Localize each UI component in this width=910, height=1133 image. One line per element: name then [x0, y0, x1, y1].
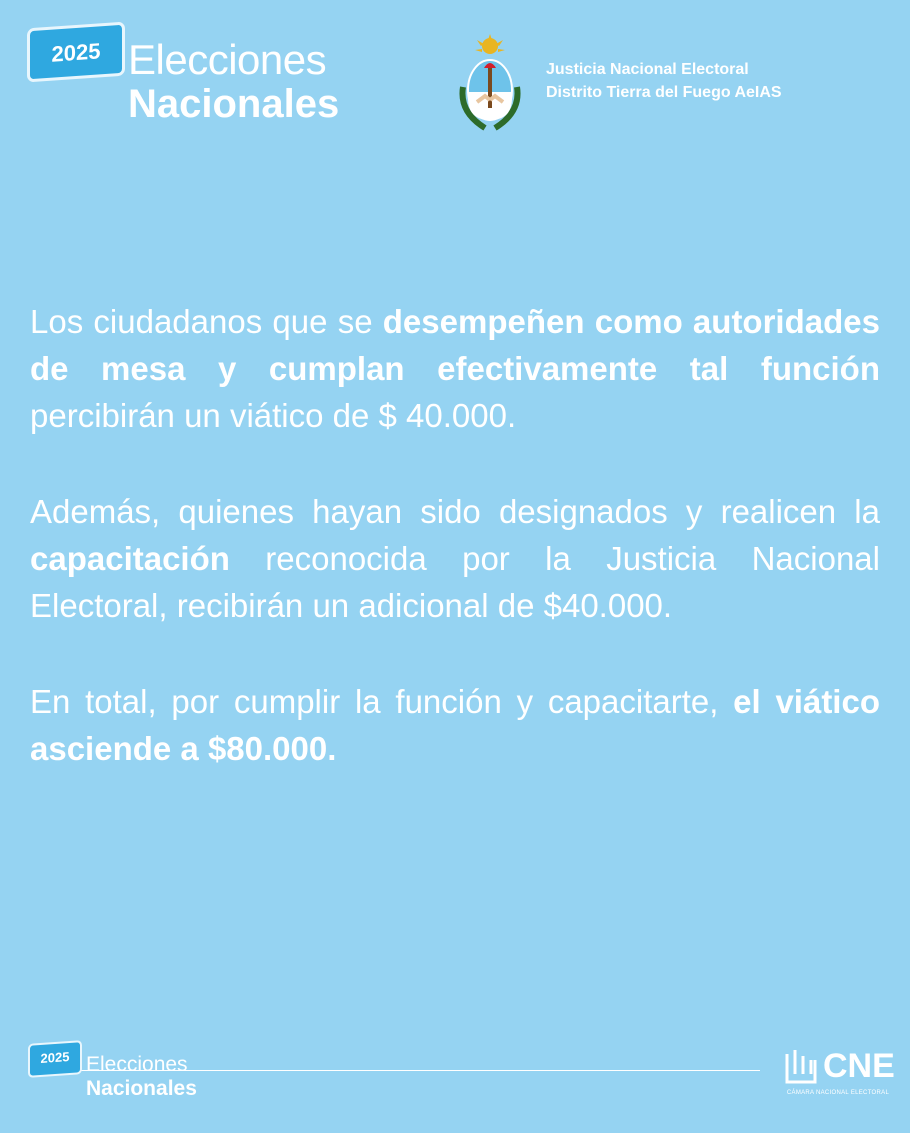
main-message — [30, 298, 880, 821]
p1-text2: percibirán un viático de $ 40.000. — [30, 397, 517, 434]
institution-name — [546, 58, 782, 104]
logo-year: 2025 — [51, 38, 101, 67]
paragraph-viatico — [30, 298, 880, 439]
footer-elecciones-logo — [30, 1040, 260, 1110]
p3-bold: el viático asciende a $80.000. — [30, 683, 880, 767]
cne-subtitle: CÁMARA NACIONAL ELECTORAL — [786, 1090, 890, 1096]
cne-logo — [783, 1044, 893, 1104]
cne-building-icon — [783, 1046, 819, 1084]
p2-text1: Además, quienes hayan sido designados y realicen la — [30, 493, 880, 530]
p2-text2: reconocida por la Justicia Nacional Electoral, recibirán un adicional de $40.000. — [30, 540, 880, 624]
p1-text1: Los ciudadanos que se — [30, 303, 383, 340]
p2-bold: capacitación — [30, 540, 230, 577]
argentina-coat-of-arms-icon — [455, 32, 525, 132]
footer-logo-line2: Nacionales — [86, 1077, 197, 1100]
logo-title-line1: Elecciones — [128, 36, 327, 83]
paragraph-capacitacion — [30, 488, 880, 629]
footer-logo-line1: Elecciones — [86, 1053, 188, 1076]
elecciones-nacionales-logo — [30, 28, 370, 128]
paragraph-total — [30, 678, 880, 772]
p3-text1: En total, por cumplir la función y capacitarte, — [30, 683, 734, 720]
institution-line1: Justicia Nacional Electoral — [546, 61, 749, 78]
footer-logo-year: 2025 — [40, 1048, 70, 1067]
p1-bold: desempeñen como autoridades de mesa y cumplan efectivamente tal función — [30, 303, 880, 387]
cne-name: CNE — [823, 1047, 895, 1085]
logo-title-line2: Nacionales — [128, 82, 340, 126]
institution-line2: Distrito Tierra del Fuego AeIAS — [546, 84, 782, 101]
